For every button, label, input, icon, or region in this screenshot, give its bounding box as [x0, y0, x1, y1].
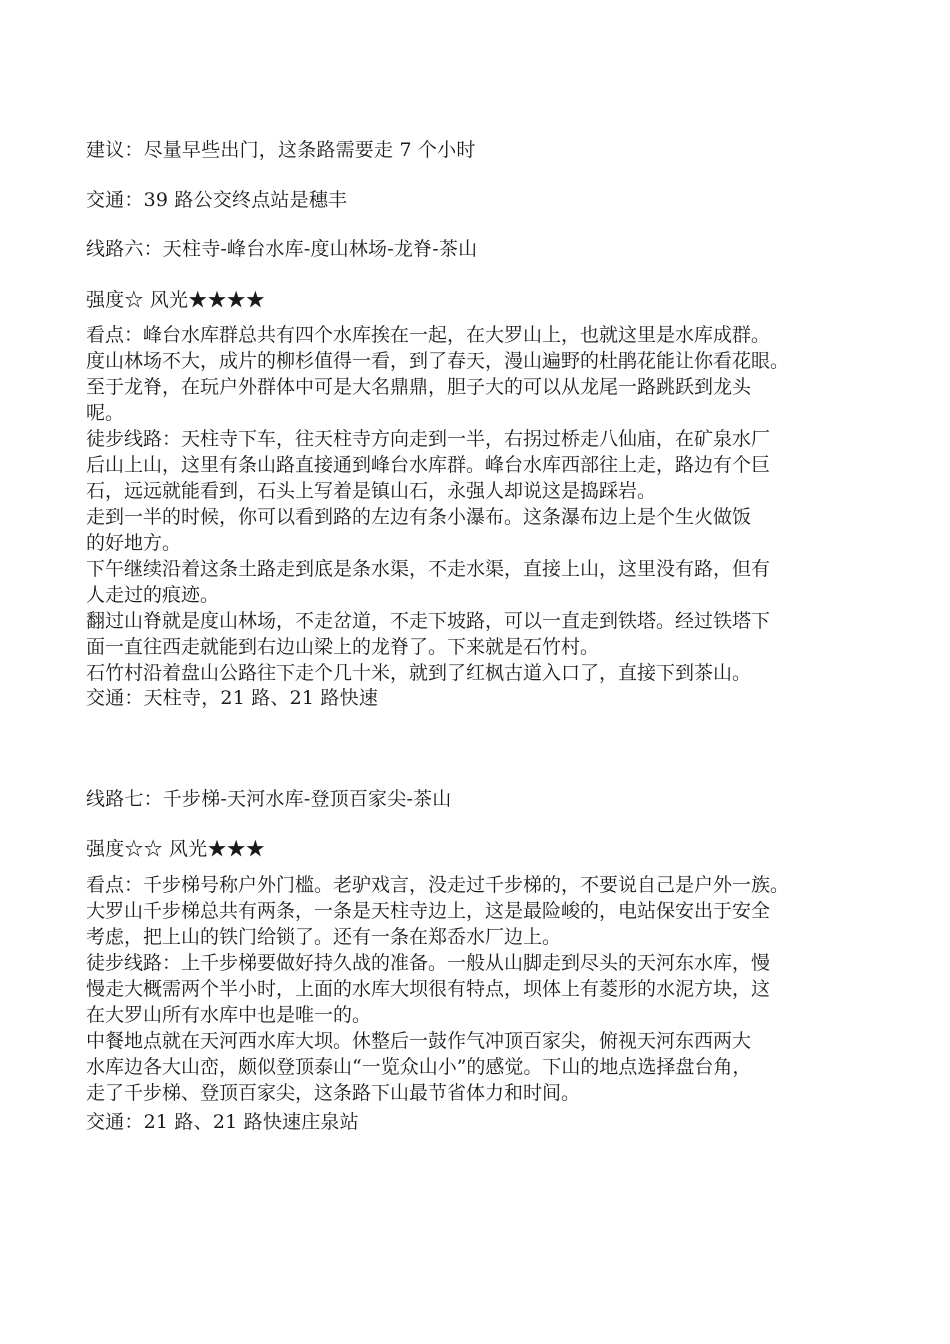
route6-line: 看点：峰台水库群总共有四个水库挨在一起，在大罗山上，也就这里是水库成群。 [86, 324, 771, 346]
route6-line: 翻过山脊就是度山林场，不走岔道，不走下坡路，可以一直走到铁塔。经过铁塔下 [86, 610, 771, 632]
route6-rating: 强度☆ 风光★★★★ [86, 289, 266, 311]
route6-line: 面一直往西走就能到右边山梁上的龙脊了。下来就是石竹村。 [86, 636, 600, 658]
route6-line: 呢。 [86, 402, 125, 424]
transport-text: 交通：39 路公交终点站是穗丰 [86, 189, 348, 211]
route7-title: 线路七：千步梯-天河水库-登顶百家尖-茶山 [86, 788, 452, 810]
route6-line: 走到一半的时候，你可以看到路的左边有条小瀑布。这条瀑布边上是个生火做饭 [86, 506, 752, 528]
route7-line: 走了千步梯、登顶百家尖，这条路下山最节省体力和时间。 [86, 1082, 581, 1104]
route6-line: 徒步线路：天柱寺下车，往天柱寺方向走到一半，右拐过桥走八仙庙，在矿泉水厂 [86, 428, 771, 450]
route7-line: 水库边各大山峦，颇似登顶泰山“一览众山小”的感觉。下山的地点选择盘台角， [86, 1056, 752, 1078]
route7-line: 大罗山千步梯总共有两条，一条是天柱寺边上，这是最险峻的，电站保安出于安全 [86, 900, 771, 922]
route7-transport: 交通：21 路、21 路快速庄泉站 [86, 1111, 359, 1133]
route6-line: 度山林场不大，成片的柳杉值得一看，到了春天，漫山遍野的杜鹃花能让你看花眼。 [86, 350, 790, 372]
route7-line: 慢走大概需两个半小时，上面的水库大坝很有特点，坝体上有菱形的水泥方块，这 [86, 978, 771, 1000]
route6-line: 至于龙脊，在玩户外群体中可是大名鼎鼎，胆子大的可以从龙尾一路跳跃到龙头 [86, 376, 752, 398]
route6-line: 人走过的痕迹。 [86, 584, 220, 606]
route6-line: 的好地方。 [86, 532, 182, 554]
route6-line: 石竹村沿着盘山公路往下走个几十米，就到了红枫古道入口了，直接下到茶山。 [86, 662, 752, 684]
route6-transport: 交通：天柱寺，21 路、21 路快速 [86, 687, 379, 709]
route6-title: 线路六：天柱寺-峰台水库-度山林场-龙脊-茶山 [86, 238, 478, 260]
route7-body [86, 872, 886, 1106]
route7-rating: 强度☆☆ 风光★★★ [86, 838, 266, 860]
advice-text: 建议：尽量早些出门，这条路需要走 7 个小时 [86, 139, 476, 161]
route6-line: 后山上山，这里有条山路直接通到峰台水库群。峰台水库西部往上走，路边有个巨 [86, 454, 771, 476]
route7-line: 徒步线路：上千步梯要做好持久战的准备。一般从山脚走到尽头的天河东水库，慢 [86, 952, 771, 974]
route6-body [86, 322, 886, 686]
route6-line: 石，远远就能看到，石头上写着是镇山石，永强人却说这是捣踩岩。 [86, 480, 657, 502]
route7-line: 在大罗山所有水库中也是唯一的。 [86, 1004, 372, 1026]
route7-line: 考虑，把上山的铁门给锁了。还有一条在郑岙水厂边上。 [86, 926, 562, 948]
route7-line: 看点：千步梯号称户外门槛。老驴戏言，没走过千步梯的，不要说自己是户外一族。 [86, 874, 790, 896]
route7-line: 中餐地点就在天河西水库大坝。休整后一鼓作气冲顶百家尖，俯视天河东西两大 [86, 1030, 752, 1052]
route6-line: 下午继续沿着这条土路走到底是条水渠，不走水渠，直接上山，这里没有路，但有 [86, 558, 771, 580]
